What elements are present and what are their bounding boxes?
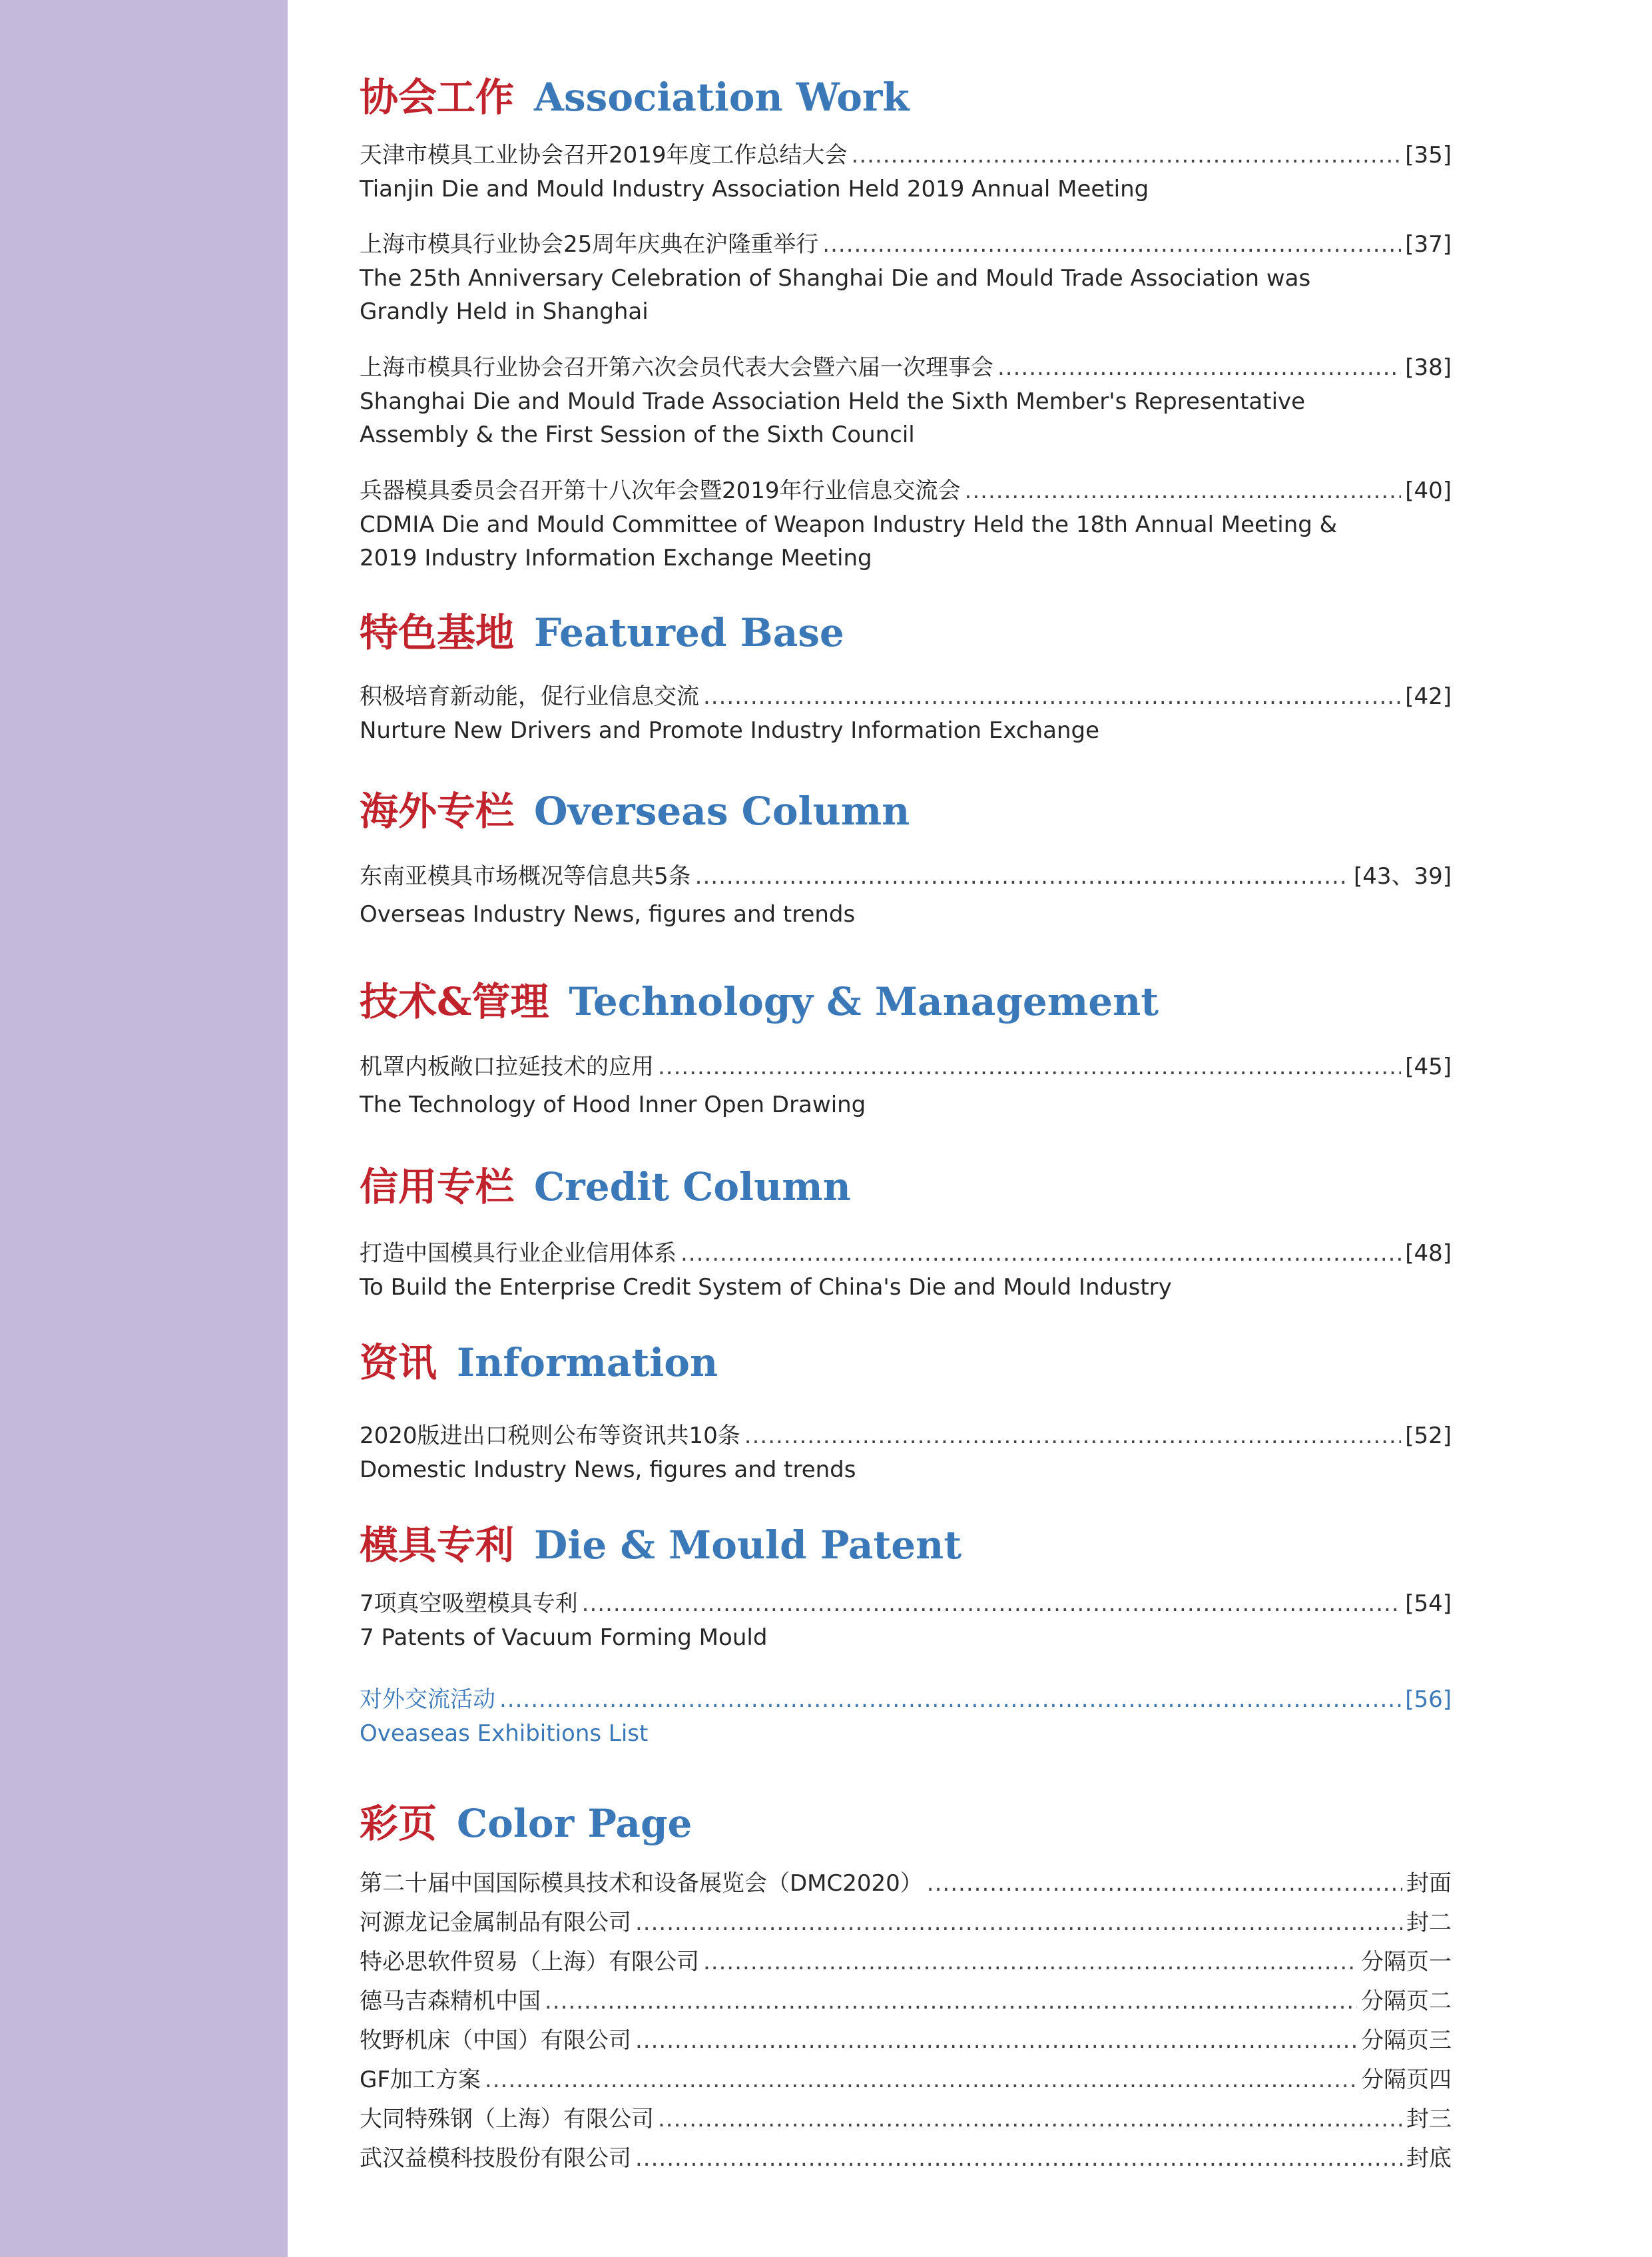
color-page-item[interactable] <box>360 1905 1452 1940</box>
section-heading-featured-base <box>360 606 844 659</box>
toc-entry[interactable] <box>360 474 1452 575</box>
dot-leader <box>658 1050 1401 1084</box>
entry-title-en: To Build the Enterprise Credit System of China's Die and Mould Industry <box>360 1274 1172 1301</box>
page-position: 封二 <box>1406 1909 1452 1936</box>
advertiser-name: 第二十届中国国际模具技术和设备展览会（DMC2020） <box>360 1870 923 1897</box>
page-number: [54] <box>1405 1590 1452 1617</box>
section-heading-en: Color Page <box>457 1801 692 1846</box>
page-number: [48] <box>1405 1240 1452 1267</box>
toc-entry[interactable] <box>360 1050 1452 1122</box>
advertiser-name: 特必思软件贸易（上海）有限公司 <box>360 1949 699 1975</box>
color-page-item[interactable] <box>360 2102 1452 2136</box>
page-position: 分隔页二 <box>1361 1988 1452 2015</box>
page-number: [35] <box>1405 142 1452 168</box>
entry-title-zh: 对外交流活动 <box>360 1686 495 1713</box>
advertiser-name: 牧野机床（中国）有限公司 <box>360 2027 631 2054</box>
color-page-item[interactable] <box>360 2023 1452 2058</box>
entry-title-zh: 天津市模具工业协会召开2019年度工作总结大会 <box>360 142 848 168</box>
page-number: [42] <box>1405 683 1452 710</box>
advertiser-name: 德马吉森精机中国 <box>360 1988 541 2015</box>
entry-title-zh: 上海市模具行业协会召开第六次会员代表大会暨六届一次理事会 <box>360 354 993 381</box>
section-heading-color-page <box>360 1797 692 1850</box>
dot-leader <box>965 474 1402 508</box>
dot-leader <box>744 1419 1401 1453</box>
toc-entry[interactable] <box>360 138 1452 206</box>
color-page-item[interactable] <box>360 2063 1452 2097</box>
advertiser-name: 武汉益模科技股份有限公司 <box>360 2145 631 2172</box>
section-heading-zh: 模具专利 <box>360 1522 515 1568</box>
page-number: [40] <box>1405 478 1452 504</box>
color-page-item[interactable] <box>360 1945 1452 1979</box>
entry-title-zh: 2020版进出口税则公布等资讯共10条 <box>360 1423 740 1449</box>
entry-title-zh: 7项真空吸塑模具专利 <box>360 1590 578 1617</box>
page-position: 封面 <box>1406 1870 1452 1897</box>
entry-title-zh: 东南亚模具市场概况等信息共5条 <box>360 863 691 890</box>
dot-leader <box>997 350 1401 385</box>
dot-leader <box>695 859 1350 894</box>
page-number: [52] <box>1405 1423 1452 1449</box>
dot-leader <box>703 679 1401 714</box>
dot-leader <box>635 2141 1402 2176</box>
dot-leader <box>499 1682 1401 1717</box>
page-number: [45] <box>1405 1054 1452 1080</box>
section-heading-overseas-column <box>360 785 910 838</box>
section-heading-zh: 特色基地 <box>360 610 515 655</box>
toc-entry[interactable] <box>360 350 1452 452</box>
entry-title-en: CDMIA Die and Mould Committee of Weapon Industry Held the 18th Annual Meeting & 2019 Industry Information Exchange Meeting <box>360 511 1338 571</box>
section-heading-en: Information <box>457 1340 718 1385</box>
color-page-item[interactable] <box>360 1984 1452 2019</box>
dot-leader <box>635 1905 1402 1940</box>
section-heading-en: Technology & Management <box>569 979 1159 1024</box>
dot-leader <box>852 138 1402 172</box>
dot-leader <box>681 1236 1401 1271</box>
color-page-item[interactable] <box>360 2141 1452 2176</box>
section-heading-zh: 彩页 <box>360 1801 437 1846</box>
section-heading-technology-management <box>360 975 1159 1028</box>
page-number: [43、39] <box>1353 863 1452 890</box>
color-page-item[interactable] <box>360 1866 1452 1901</box>
toc-entry[interactable] <box>360 1419 1452 1486</box>
toc-entry[interactable] <box>360 227 1452 328</box>
section-heading-zh: 资讯 <box>360 1340 437 1385</box>
entry-title-en: Nurture New Drivers and Promote Industry Information Exchange <box>360 717 1100 744</box>
entry-title-zh: 积极培育新动能，促行业信息交流 <box>360 683 699 710</box>
entry-title-en: Domestic Industry News, figures and trends <box>360 1456 856 1483</box>
section-heading-information <box>360 1336 718 1389</box>
dot-leader <box>658 2102 1402 2136</box>
toc-entry[interactable] <box>360 859 1452 931</box>
dot-leader <box>485 2063 1357 2097</box>
section-heading-zh: 海外专栏 <box>360 789 515 834</box>
dot-leader <box>927 1866 1402 1901</box>
section-heading-en: Association Work <box>534 75 910 120</box>
page-position: 分隔页三 <box>1361 2027 1452 2054</box>
section-heading-en: Featured Base <box>534 610 844 655</box>
page-number: [37] <box>1405 231 1452 258</box>
section-heading-die-mould-patent <box>360 1518 962 1572</box>
toc-entry[interactable] <box>360 1586 1452 1654</box>
dot-leader <box>703 1945 1357 1979</box>
entry-title-zh: 上海市模具行业协会25周年庆典在沪隆重举行 <box>360 231 819 258</box>
entry-title-zh: 机罩内板敞口拉延技术的应用 <box>360 1054 654 1080</box>
page-position: 分隔页一 <box>1361 1949 1452 1975</box>
toc-entry-exhibitions[interactable] <box>360 1682 1452 1750</box>
dot-leader <box>822 227 1401 262</box>
advertiser-name: 河源龙记金属制品有限公司 <box>360 1909 631 1936</box>
section-heading-zh: 信用专栏 <box>360 1164 515 1209</box>
entry-title-zh: 打造中国模具行业企业信用体系 <box>360 1240 677 1267</box>
section-heading-zh: 协会工作 <box>360 75 515 120</box>
dot-leader <box>582 1586 1402 1621</box>
entry-title-en: The Technology of Hood Inner Open Drawing <box>360 1092 866 1118</box>
dot-leader <box>635 2023 1357 2058</box>
sidebar-band <box>0 0 288 2257</box>
page-number: [56] <box>1405 1686 1452 1713</box>
section-heading-credit-column <box>360 1160 851 1213</box>
section-heading-zh: 技术&管理 <box>360 979 549 1024</box>
section-heading-en: Die & Mould Patent <box>534 1522 962 1568</box>
entry-title-zh: 兵器模具委员会召开第十八次年会暨2019年行业信息交流会 <box>360 478 961 504</box>
toc-entry[interactable] <box>360 679 1452 747</box>
entry-title-en: Tianjin Die and Mould Industry Association Held 2019 Annual Meeting <box>360 176 1149 202</box>
page-position: 分隔页四 <box>1361 2067 1452 2093</box>
section-heading-en: Overseas Column <box>534 789 910 834</box>
toc-entry[interactable] <box>360 1236 1452 1304</box>
page-position: 封底 <box>1406 2145 1452 2172</box>
advertiser-name: 大同特殊钢（上海）有限公司 <box>360 2106 654 2132</box>
entry-title-en: Shanghai Die and Mould Trade Association Held the Sixth Member's Representative Assembly & the First Session of the Sixth Council <box>360 388 1306 448</box>
advertiser-name: GF加工方案 <box>360 2067 481 2093</box>
entry-title-en: Oveaseas Exhibitions List <box>360 1720 649 1747</box>
entry-title-en: 7 Patents of Vacuum Forming Mould <box>360 1624 768 1651</box>
dot-leader <box>545 1984 1357 2019</box>
entry-title-en: The 25th Anniversary Celebration of Shanghai Die and Mould Trade Association was Grandly Held in Shanghai <box>360 265 1311 325</box>
page-position: 封三 <box>1406 2106 1452 2132</box>
section-heading-association-work <box>360 71 910 124</box>
section-heading-en: Credit Column <box>534 1164 851 1209</box>
page-number: [38] <box>1405 354 1452 381</box>
entry-title-en: Overseas Industry News, figures and trends <box>360 901 856 928</box>
